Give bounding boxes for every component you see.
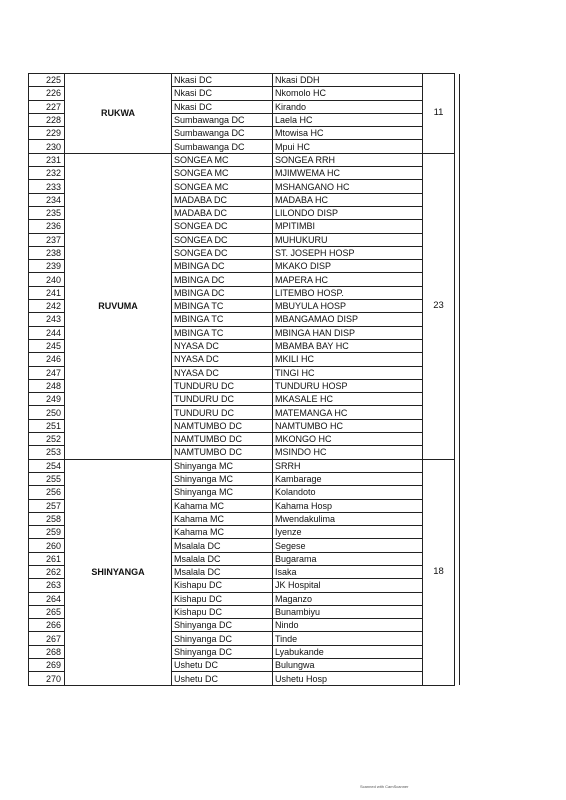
row-number: 260 <box>29 539 65 552</box>
facility-name: JK Hospital <box>273 579 423 592</box>
blank-column <box>455 153 460 459</box>
table-row <box>29 74 460 87</box>
row-number: 262 <box>29 565 65 578</box>
region-name: RUVUMA <box>65 153 172 459</box>
council-name: Sumbawanga DC <box>172 113 273 126</box>
row-number: 252 <box>29 433 65 446</box>
row-number: 268 <box>29 645 65 658</box>
council-name: Kahama MC <box>172 512 273 525</box>
facility-name: MKAKO DISP <box>273 260 423 273</box>
council-name: NAMTUMBO DC <box>172 446 273 459</box>
council-name: Shinyanga DC <box>172 645 273 658</box>
facility-name: MBINGA HAN DISP <box>273 326 423 339</box>
row-number: 246 <box>29 353 65 366</box>
row-number: 265 <box>29 605 65 618</box>
facility-name: Isaka <box>273 565 423 578</box>
row-number: 242 <box>29 300 65 313</box>
council-name: MBINGA DC <box>172 260 273 273</box>
council-name: Nkasi DC <box>172 100 273 113</box>
council-name: Msalala DC <box>172 565 273 578</box>
council-name: NYASA DC <box>172 366 273 379</box>
row-number: 261 <box>29 552 65 565</box>
council-name: MADABA DC <box>172 206 273 219</box>
row-number: 270 <box>29 672 65 685</box>
council-name: Kishapu DC <box>172 592 273 605</box>
facility-name: Kirando <box>273 100 423 113</box>
facility-name: Maganzo <box>273 592 423 605</box>
row-number: 235 <box>29 206 65 219</box>
facility-name: LITEMBO HOSP. <box>273 286 423 299</box>
facility-name: MATEMANGA HC <box>273 406 423 419</box>
row-number: 247 <box>29 366 65 379</box>
row-number: 225 <box>29 74 65 87</box>
row-number: 241 <box>29 286 65 299</box>
row-number: 232 <box>29 167 65 180</box>
row-number: 256 <box>29 486 65 499</box>
facility-name: TINGI HC <box>273 366 423 379</box>
row-number: 245 <box>29 339 65 352</box>
row-number: 234 <box>29 193 65 206</box>
row-number: 227 <box>29 100 65 113</box>
council-name: Nkasi DC <box>172 87 273 100</box>
row-number: 228 <box>29 113 65 126</box>
table-row <box>29 153 460 166</box>
council-name: NAMTUMBO DC <box>172 433 273 446</box>
council-name: SONGEA DC <box>172 233 273 246</box>
council-name: Msalala DC <box>172 552 273 565</box>
facility-name: MKASALE HC <box>273 393 423 406</box>
row-number: 267 <box>29 632 65 645</box>
council-name: Ushetu DC <box>172 672 273 685</box>
facility-name: Mpui HC <box>273 140 423 153</box>
row-number: 269 <box>29 659 65 672</box>
council-name: Sumbawanga DC <box>172 140 273 153</box>
region-total: 23 <box>423 153 455 459</box>
facility-name: Nindo <box>273 619 423 632</box>
scanner-footer: Scanned with CamScanner <box>360 784 409 789</box>
facility-name: TUNDURU HOSP <box>273 379 423 392</box>
row-number: 259 <box>29 526 65 539</box>
region-total: 18 <box>423 459 455 685</box>
council-name: SONGEA MC <box>172 167 273 180</box>
facility-table-body <box>29 74 460 686</box>
facility-name: Nkomolo HC <box>273 87 423 100</box>
council-name: SONGEA DC <box>172 246 273 259</box>
row-number: 251 <box>29 419 65 432</box>
council-name: Kahama MC <box>172 526 273 539</box>
facility-name: MPITIMBI <box>273 220 423 233</box>
council-name: MBINGA TC <box>172 313 273 326</box>
facility-name: Bulungwa <box>273 659 423 672</box>
row-number: 255 <box>29 472 65 485</box>
council-name: Shinyanga MC <box>172 486 273 499</box>
facility-name: MUHUKURU <box>273 233 423 246</box>
region-name: SHINYANGA <box>65 459 172 685</box>
council-name: MBINGA DC <box>172 286 273 299</box>
facility-name: Kambarage <box>273 472 423 485</box>
row-number: 226 <box>29 87 65 100</box>
council-name: SONGEA MC <box>172 153 273 166</box>
facility-name: Bugarama <box>273 552 423 565</box>
council-name: SONGEA DC <box>172 220 273 233</box>
council-name: TUNDURU DC <box>172 393 273 406</box>
council-name: Msalala DC <box>172 539 273 552</box>
facility-name: MKONGO HC <box>273 433 423 446</box>
row-number: 264 <box>29 592 65 605</box>
facility-name: MSINDO HC <box>273 446 423 459</box>
council-name: Ushetu DC <box>172 659 273 672</box>
council-name: Shinyanga DC <box>172 632 273 645</box>
council-name: MBINGA DC <box>172 273 273 286</box>
facility-name: MBUYULA HOSP <box>273 300 423 313</box>
facility-name: Nkasi DDH <box>273 74 423 87</box>
facility-name: Lyabukande <box>273 645 423 658</box>
facility-name: Kolandoto <box>273 486 423 499</box>
row-number: 239 <box>29 260 65 273</box>
row-number: 243 <box>29 313 65 326</box>
row-number: 266 <box>29 619 65 632</box>
facility-name: MJIMWEMA HC <box>273 167 423 180</box>
council-name: MBINGA TC <box>172 326 273 339</box>
facility-name: MBANGAMAO DISP <box>273 313 423 326</box>
facility-name: Iyenze <box>273 526 423 539</box>
facility-name: MSHANGANO HC <box>273 180 423 193</box>
facility-name: MADABA HC <box>273 193 423 206</box>
region-name: RUKWA <box>65 74 172 154</box>
facility-name: Ushetu Hosp <box>273 672 423 685</box>
row-number: 238 <box>29 246 65 259</box>
row-number: 253 <box>29 446 65 459</box>
facility-name: NAMTUMBO HC <box>273 419 423 432</box>
facility-name: MAPERA HC <box>273 273 423 286</box>
council-name: Sumbawanga DC <box>172 127 273 140</box>
facility-name: Segese <box>273 539 423 552</box>
row-number: 254 <box>29 459 65 472</box>
facility-name: MBAMBA BAY HC <box>273 339 423 352</box>
row-number: 258 <box>29 512 65 525</box>
council-name: Nkasi DC <box>172 74 273 87</box>
facility-name: Laela HC <box>273 113 423 126</box>
row-number: 263 <box>29 579 65 592</box>
table-row <box>29 459 460 472</box>
facility-name: Mwendakulima <box>273 512 423 525</box>
council-name: NYASA DC <box>172 353 273 366</box>
row-number: 249 <box>29 393 65 406</box>
facility-name: ST. JOSEPH HOSP <box>273 246 423 259</box>
row-number: 250 <box>29 406 65 419</box>
council-name: SONGEA MC <box>172 180 273 193</box>
facility-name: LILONDO DISP <box>273 206 423 219</box>
council-name: MBINGA TC <box>172 300 273 313</box>
facility-name: SONGEA RRH <box>273 153 423 166</box>
facility-name: Mtowisa HC <box>273 127 423 140</box>
facility-name: Bunambiyu <box>273 605 423 618</box>
council-name: Shinyanga MC <box>172 472 273 485</box>
row-number: 237 <box>29 233 65 246</box>
facility-table <box>28 73 460 686</box>
council-name: Kahama MC <box>172 499 273 512</box>
row-number: 231 <box>29 153 65 166</box>
blank-column <box>455 74 460 154</box>
region-total: 11 <box>423 74 455 154</box>
row-number: 248 <box>29 379 65 392</box>
council-name: Shinyanga MC <box>172 459 273 472</box>
row-number: 244 <box>29 326 65 339</box>
row-number: 229 <box>29 127 65 140</box>
council-name: Kishapu DC <box>172 579 273 592</box>
council-name: NAMTUMBO DC <box>172 419 273 432</box>
council-name: Kishapu DC <box>172 605 273 618</box>
facility-name: Tinde <box>273 632 423 645</box>
row-number: 240 <box>29 273 65 286</box>
row-number: 236 <box>29 220 65 233</box>
row-number: 233 <box>29 180 65 193</box>
council-name: NYASA DC <box>172 339 273 352</box>
council-name: TUNDURU DC <box>172 379 273 392</box>
council-name: MADABA DC <box>172 193 273 206</box>
facility-name: SRRH <box>273 459 423 472</box>
row-number: 230 <box>29 140 65 153</box>
council-name: TUNDURU DC <box>172 406 273 419</box>
blank-column <box>455 459 460 685</box>
council-name: Shinyanga DC <box>172 619 273 632</box>
facility-name: MKILI HC <box>273 353 423 366</box>
row-number: 257 <box>29 499 65 512</box>
facility-name: Kahama Hosp <box>273 499 423 512</box>
